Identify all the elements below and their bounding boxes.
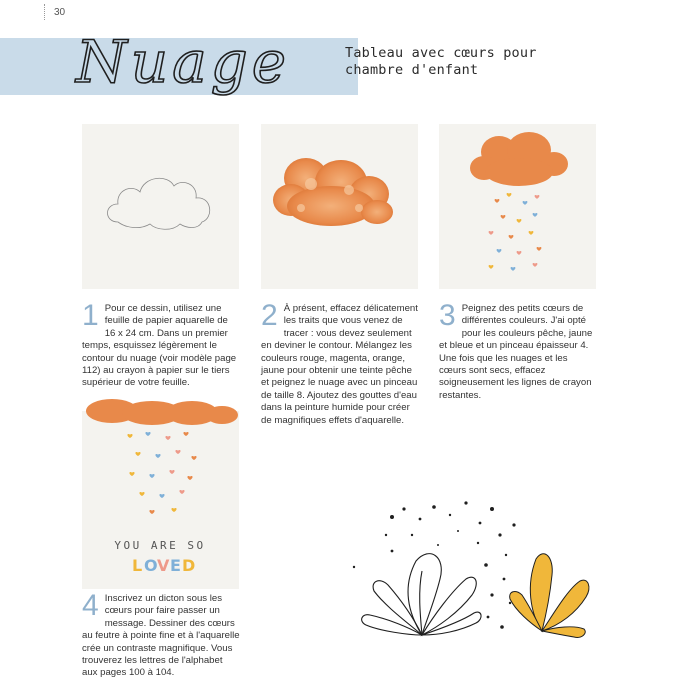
heart	[145, 432, 150, 436]
heart	[127, 434, 132, 438]
step-text: Peignez des petits cœurs de différentes couleurs. J'ai opté pour les couleurs pêche, jaune et bleue et un pinceau épaisseur 4. Une fois que les nuages et les cœurs sont secs, effacez soigneusement les lignes de crayon restantes.	[439, 303, 593, 401]
heart	[537, 247, 542, 251]
loved-letter: D	[182, 556, 198, 575]
plant-illustration	[330, 495, 610, 655]
step-3	[439, 299, 597, 402]
photo-step-3-cloud-hearts	[439, 124, 596, 289]
loved-letter: E	[170, 556, 183, 575]
loved-letter: L	[132, 556, 145, 575]
line-leaves	[362, 554, 481, 635]
heart	[139, 492, 144, 496]
step-4	[82, 589, 240, 680]
heart	[129, 472, 134, 476]
heart	[501, 215, 506, 219]
svg-text:Nuage: Nuage	[76, 28, 291, 96]
heart	[489, 265, 494, 269]
heart	[533, 213, 538, 217]
step-2	[261, 299, 419, 427]
quote-line-2	[132, 556, 197, 575]
heart-drops	[127, 432, 196, 514]
heart	[507, 193, 512, 197]
heart	[489, 231, 494, 235]
heart	[191, 456, 196, 460]
quote-line-1: YOU ARE SO	[114, 539, 206, 552]
step-text: Pour ce dessin, utilisez une feuille de papier aquarelle de 16 x 24 cm. Dans un premier temps, esquissez légèrement le contour du nuage (voir modèle page 112) au crayon à papier sur le tiers supérieur de votre feuille.	[82, 303, 237, 389]
cloud-with-hearts	[439, 124, 596, 289]
photo-step-2-painted-cloud	[261, 124, 418, 289]
step-text: À présent, effacez délicatement les traits que vous venez de tracer : vous devez seulement en deviner le contour. Mélangez les couleurs rouge, magenta, orange, jaune pour obtenir une teinte pêche et peignez le nuage avec un pinceau de taille 8. Ajoutez des gouttes d'eau dans la peinture humide pour créer de magnifiques effets d'aquarelle.	[261, 303, 418, 426]
step-number: 3	[439, 299, 456, 332]
heart	[497, 249, 502, 253]
heart	[511, 267, 516, 271]
loved-letter: O	[144, 556, 160, 575]
heart	[517, 251, 522, 255]
page-subtitle	[345, 45, 537, 79]
heart	[517, 219, 522, 223]
heart	[509, 235, 514, 239]
step-number: 2	[261, 299, 278, 332]
heart	[135, 452, 140, 456]
step-number: 1	[82, 299, 99, 332]
ink-dots	[353, 501, 516, 628]
heart	[149, 474, 154, 478]
heart-drops	[489, 193, 542, 271]
page-number: 30	[54, 7, 66, 18]
heart	[187, 476, 192, 480]
heart	[175, 450, 180, 454]
heart	[495, 199, 500, 203]
painted-cloud	[261, 124, 418, 289]
photo-step-1-sketch	[82, 124, 239, 289]
subtitle-line-2: chambre d'enfant	[345, 62, 479, 78]
heart	[533, 263, 538, 267]
yellow-leaves	[510, 554, 589, 638]
heart	[529, 231, 534, 235]
page-title	[72, 20, 291, 106]
photo-step-4-loved	[82, 411, 239, 589]
step-text: Inscrivez un dicton sous les cœurs pour faire passer un message. Dessiner des cœurs au feutre à pointe fine et à l'aquarelle crée un contraste magnifique. Vous trouverez les lettres de l'alphabet aux pages 100 à 104.	[82, 593, 240, 679]
subtitle-line-1: Tableau avec cœurs pour	[345, 45, 537, 61]
heart	[149, 510, 154, 514]
cloud-sketch	[82, 124, 239, 289]
loved-artwork	[82, 411, 239, 589]
heart	[165, 436, 170, 440]
margin-rule	[44, 4, 45, 20]
step-1	[82, 299, 240, 390]
heart	[171, 508, 176, 512]
heart	[523, 201, 528, 205]
heart	[169, 470, 174, 474]
heart	[159, 494, 164, 498]
loved-letter: V	[157, 556, 172, 575]
heart	[535, 195, 540, 199]
heart	[179, 490, 184, 494]
heart	[183, 432, 188, 436]
heart	[155, 454, 160, 458]
step-number: 4	[82, 589, 99, 622]
